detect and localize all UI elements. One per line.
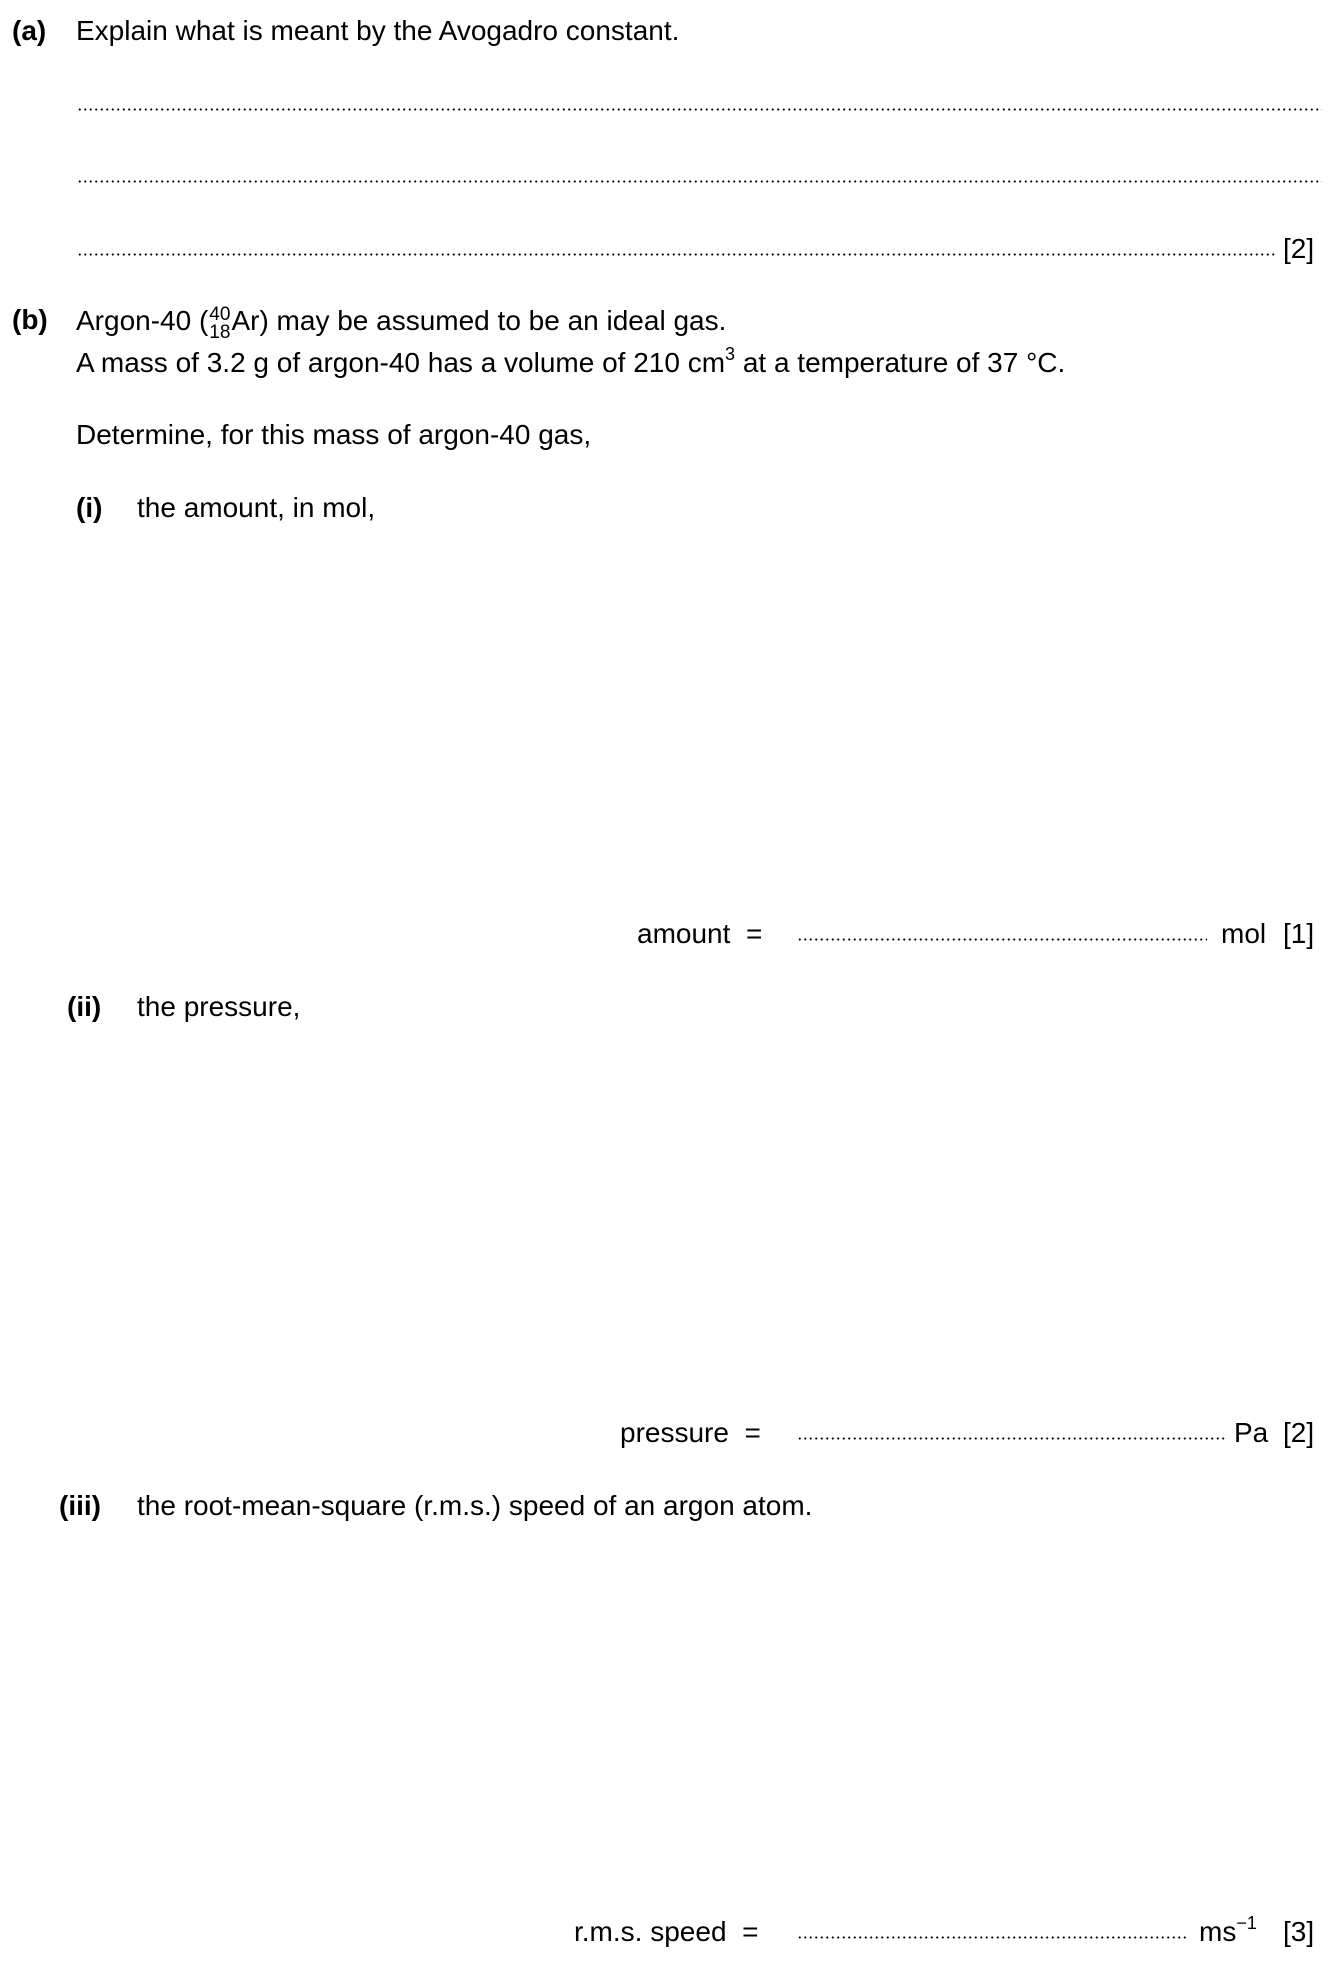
- pressure-answer-label: pressure =: [620, 1417, 761, 1448]
- line2-prefix: A mass of 3.2 g of argon-40 has a volume of 210 cm: [76, 347, 726, 378]
- isotope-symbol: Ar: [231, 305, 260, 336]
- line2-superscript: 3: [725, 344, 736, 364]
- part-a-label: (a): [12, 15, 47, 46]
- intro-prefix: Argon-40 (: [76, 305, 209, 336]
- part-b-determine: Determine, for this mass of argon-40 gas,: [76, 419, 592, 450]
- answer-line-a3[interactable]: [77, 253, 1277, 256]
- amount-unit: mol: [1221, 918, 1267, 949]
- rms-speed-answer-label: r.m.s. speed =: [574, 1916, 759, 1947]
- sub-iii-text: the root-mean-square (r.m.s.) speed of an argon atom.: [137, 1490, 813, 1521]
- isotope-atomic-number: 18: [209, 322, 231, 343]
- sub-ii-marks: [2]: [1283, 1417, 1315, 1448]
- sub-i-marks: [1]: [1283, 918, 1315, 949]
- rms-speed-answer-line[interactable]: [797, 1936, 1189, 1939]
- part-a-marks: [2]: [1283, 233, 1315, 264]
- pressure-unit: Pa: [1234, 1417, 1269, 1448]
- sub-iii-label: (iii): [59, 1490, 101, 1521]
- rms-speed-unit: [1199, 1913, 1257, 1947]
- line2-suffix: at a temperature of 37 °C.: [735, 347, 1066, 378]
- isotope-mass-number: 40: [209, 304, 231, 325]
- pressure-answer-line[interactable]: [797, 1437, 1225, 1440]
- sub-iii-marks: [3]: [1283, 1916, 1315, 1947]
- part-a-question: Explain what is meant by the Avogadro constant.: [76, 15, 680, 46]
- sub-i-text: the amount, in mol,: [137, 492, 376, 523]
- part-b-intro: [76, 306, 726, 342]
- amount-answer-line[interactable]: [797, 938, 1207, 941]
- rms-unit-exponent: −1: [1236, 1913, 1257, 1933]
- isotope-notation: [209, 306, 230, 342]
- part-b-label: (b): [12, 304, 48, 335]
- sub-i-label: (i): [76, 492, 103, 523]
- answer-line-a1[interactable]: [77, 108, 1322, 111]
- rms-unit-base: ms: [1199, 1916, 1237, 1947]
- amount-answer-label: amount =: [637, 918, 763, 949]
- part-b-line2: [76, 344, 1066, 378]
- answer-line-a2[interactable]: [77, 180, 1322, 183]
- sub-ii-text: the pressure,: [137, 991, 301, 1022]
- intro-suffix: ) may be assumed to be an ideal gas.: [259, 305, 727, 336]
- sub-ii-label: (ii): [67, 991, 102, 1022]
